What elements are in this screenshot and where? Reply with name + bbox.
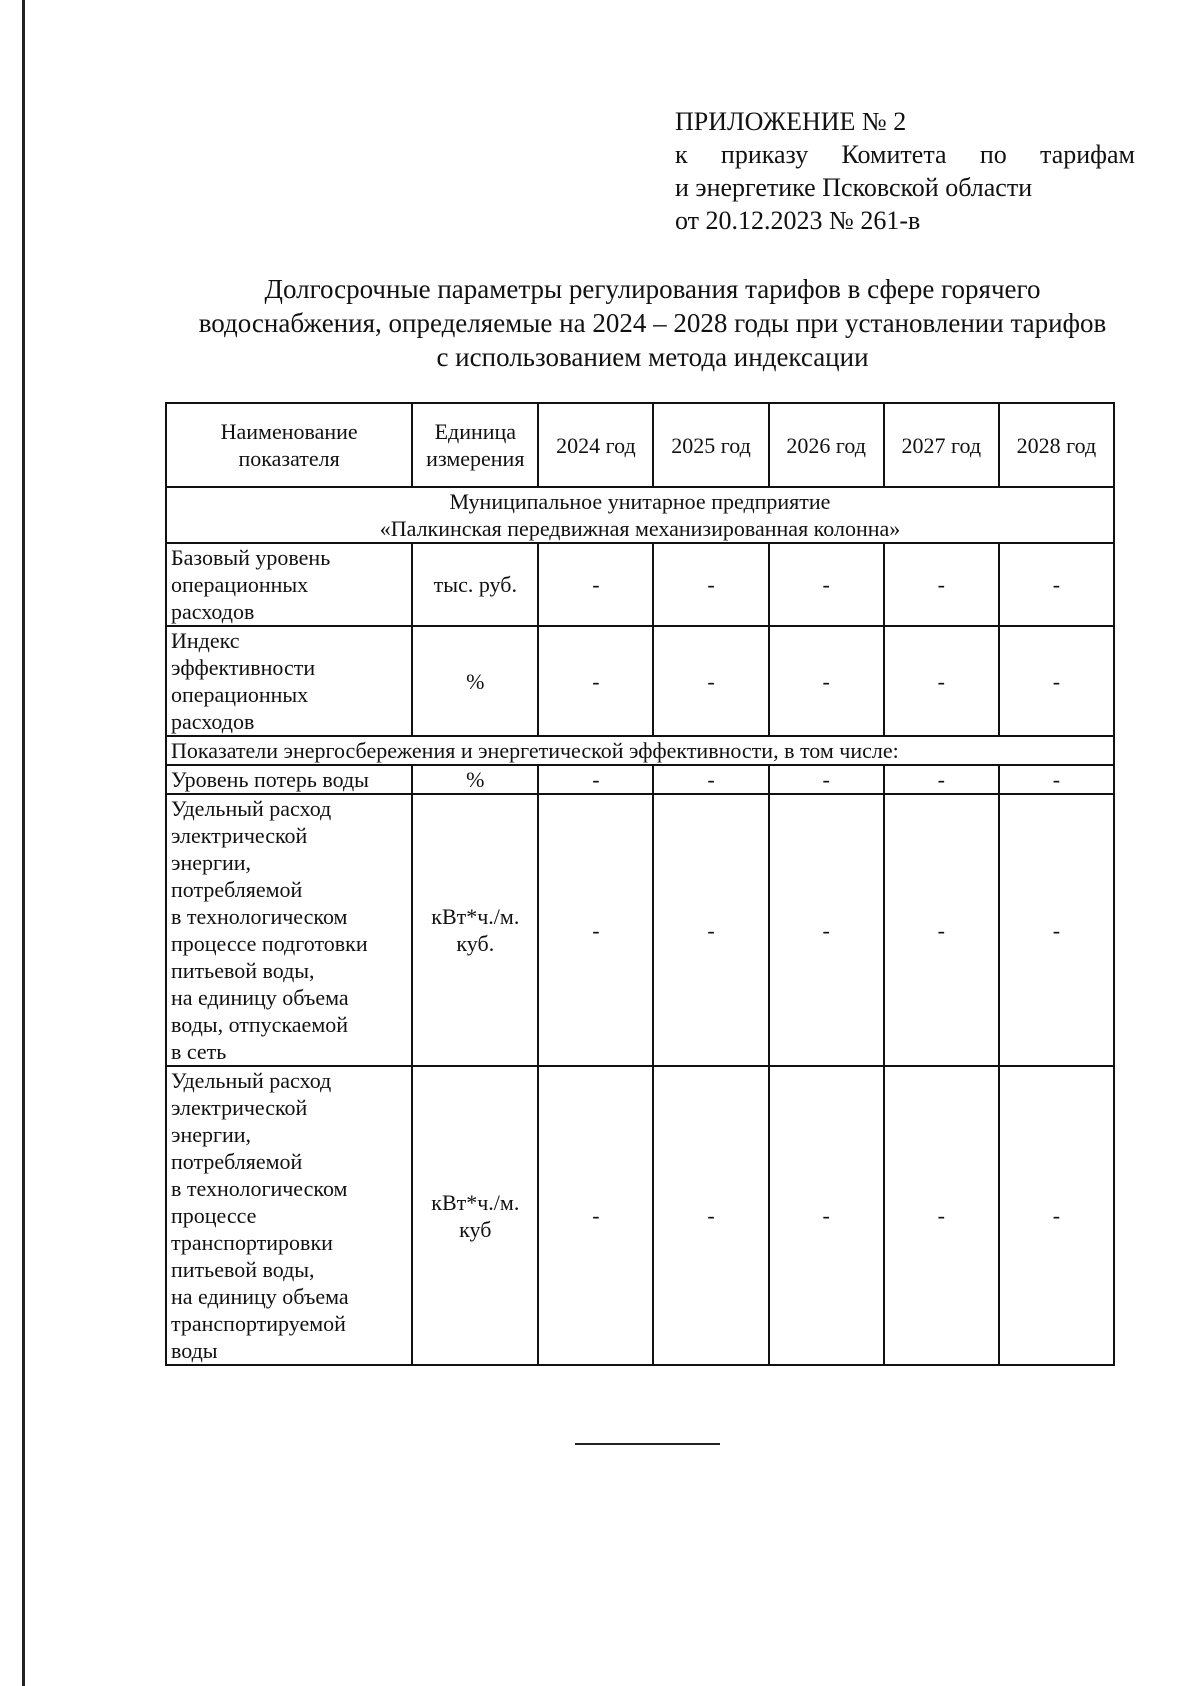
- row-name-line: потребляемой: [171, 877, 303, 902]
- row-value-2026: -: [769, 794, 884, 1066]
- row-name-line: Базовый уровень: [171, 545, 331, 570]
- row-name-cell: [166, 626, 412, 736]
- row-unit-line: куб.: [456, 931, 495, 956]
- row-value-2024: -: [538, 626, 653, 736]
- row-unit-line: %: [466, 767, 485, 792]
- table-row: [166, 765, 1114, 794]
- row-name-line: расходов: [171, 599, 255, 624]
- title-line-3: с использованием метода индексации: [436, 342, 869, 372]
- row-value-2027: -: [884, 794, 999, 1066]
- row-name-line: электрической: [171, 1095, 308, 1120]
- row-unit-cell: [412, 626, 538, 736]
- row-value-2024: -: [538, 765, 653, 794]
- row-value-2026: -: [769, 626, 884, 736]
- table-row: [166, 794, 1114, 1066]
- row-name-line: питьевой воды,: [171, 1257, 315, 1282]
- header-year-2028: 2028 год: [999, 403, 1114, 487]
- row-name-line: процессе: [171, 1203, 257, 1228]
- row-name-line: Удельный расход: [171, 1068, 332, 1093]
- title-line-2: водоснабжения, определяемые на 2024 – 2028 годы при установлении тарифов: [198, 308, 1107, 338]
- row-value-2028: -: [999, 626, 1114, 736]
- row-name-line: процессе подготовки: [171, 931, 368, 956]
- row-unit-cell: [412, 765, 538, 794]
- org-line-2: «Палкинская передвижная механизированная колонна»: [379, 516, 901, 541]
- header-year-2024: 2024 год: [538, 403, 653, 487]
- row-name-line: транспортируемой: [171, 1311, 346, 1336]
- row-unit-line: кВт*ч./м.: [431, 1189, 520, 1215]
- row-name-line: питьевой воды,: [171, 958, 315, 983]
- section-row: [166, 736, 1114, 765]
- section-heading: Показатели энергосбережения и энергетической эффективности, в том числе:: [166, 736, 1114, 765]
- table-row: [166, 626, 1114, 736]
- row-unit-cell: [412, 543, 538, 626]
- row-unit-line: %: [466, 668, 485, 694]
- row-unit-line: тыс. руб.: [433, 572, 517, 597]
- row-name-cell: [166, 765, 412, 794]
- row-value-2025: -: [653, 1066, 768, 1365]
- row-unit-cell: [412, 1066, 538, 1365]
- row-value-2024: -: [538, 543, 653, 626]
- row-value-2028: -: [999, 543, 1114, 626]
- row-value-2024: -: [538, 794, 653, 1066]
- row-name-line: эффективности: [171, 655, 316, 680]
- row-name-line: на единицу объема: [171, 1284, 349, 1309]
- row-name-line: воды: [171, 1338, 218, 1363]
- header-year-2025: 2025 год: [653, 403, 768, 487]
- appendix-order-ref: к приказу Комитета по тарифам: [675, 140, 1135, 169]
- row-name-line: Удельный расход: [171, 796, 332, 821]
- row-name-line: расходов: [171, 709, 255, 734]
- parameters-table: [165, 402, 1115, 1366]
- row-value-2026: -: [769, 543, 884, 626]
- row-value-2027: -: [884, 626, 999, 736]
- row-value-2025: -: [653, 794, 768, 1066]
- footer-separator: [575, 1443, 720, 1445]
- header-name: Наименование показателя: [166, 403, 412, 487]
- row-name-cell: [166, 543, 412, 626]
- row-unit-cell: [412, 794, 538, 1066]
- appendix-block: [675, 105, 1135, 237]
- row-value-2027: -: [884, 543, 999, 626]
- row-unit-line: кВт*ч./м.: [431, 904, 520, 929]
- table-row: [166, 1066, 1114, 1365]
- row-value-2027: -: [884, 1066, 999, 1365]
- row-value-2025: -: [653, 543, 768, 626]
- appendix-number: ПРИЛОЖЕНИЕ № 2: [675, 107, 907, 136]
- row-name-line: электрической: [171, 823, 308, 848]
- document-title: [160, 272, 1145, 374]
- appendix-date: от 20.12.2023 № 261-в: [675, 206, 921, 235]
- row-value-2025: -: [653, 626, 768, 736]
- row-name-line: потребляемой: [171, 1149, 303, 1174]
- row-name-line: в технологическом: [171, 904, 348, 929]
- row-unit-line: куб: [459, 1216, 492, 1242]
- header-unit: Единица измерения: [412, 403, 538, 487]
- table-row: [166, 543, 1114, 626]
- row-name-cell: [166, 794, 412, 1066]
- header-year-2026: 2026 год: [769, 403, 884, 487]
- row-value-2028: -: [999, 1066, 1114, 1365]
- appendix-committee: и энергетике Псковской области: [675, 173, 1033, 202]
- row-name-line: воды, отпускаемой: [171, 1012, 349, 1037]
- row-name-line: в технологическом: [171, 1176, 348, 1201]
- row-value-2024: -: [538, 1066, 653, 1365]
- row-value-2028: -: [999, 794, 1114, 1066]
- row-name-line: энергии,: [171, 850, 252, 875]
- row-value-2028: -: [999, 765, 1114, 794]
- row-name-cell: [166, 1066, 412, 1365]
- row-value-2026: -: [769, 765, 884, 794]
- title-line-1: Долгосрочные параметры регулирования тарифов в сфере горячего: [264, 274, 1041, 304]
- row-name-line: Индекс: [171, 628, 240, 653]
- org-cell: [166, 487, 1114, 543]
- row-name-line: энергии,: [171, 1122, 252, 1147]
- header-year-2027: 2027 год: [884, 403, 999, 487]
- scan-left-edge: [22, 0, 25, 1686]
- row-name-line: операционных: [171, 682, 309, 707]
- row-name-line: в сеть: [171, 1039, 227, 1064]
- org-line-1: Муниципальное унитарное предприятие: [449, 489, 831, 514]
- row-name-line: на единицу объема: [171, 985, 349, 1010]
- row-value-2027: -: [884, 765, 999, 794]
- row-name-line: операционных: [171, 572, 309, 597]
- row-value-2026: -: [769, 1066, 884, 1365]
- table-header-row: [166, 403, 1114, 487]
- row-name-line: Уровень потерь воды: [171, 767, 369, 792]
- row-value-2025: -: [653, 765, 768, 794]
- row-name-line: транспортировки: [171, 1230, 333, 1255]
- org-row: [166, 487, 1114, 543]
